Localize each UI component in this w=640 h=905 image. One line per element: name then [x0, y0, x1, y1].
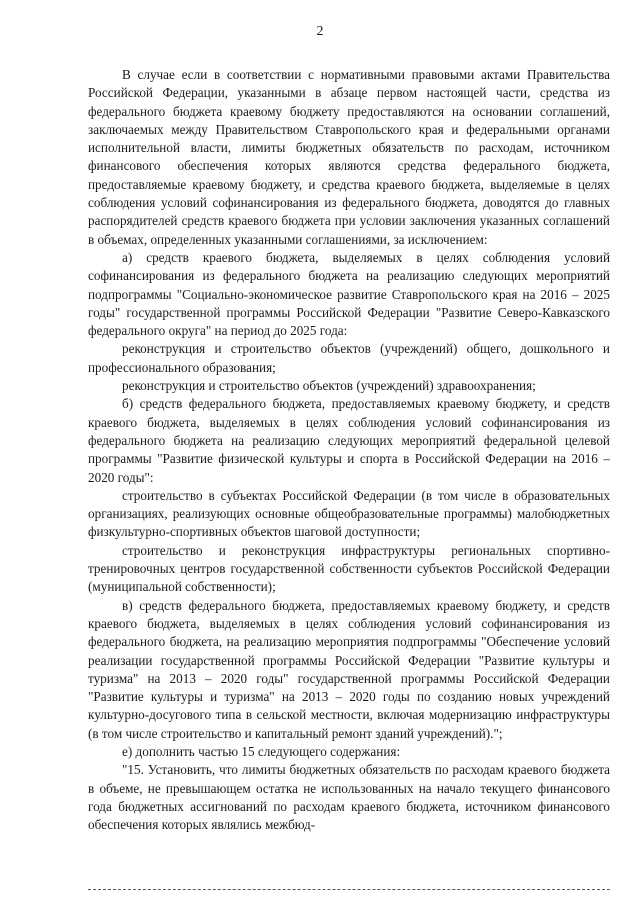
page-number: 2: [316, 24, 324, 39]
paragraph-intro: В случае если в соответствии с нормативными правовыми актами Правительства Российской Федерации, указанными в абзаце первом настоящей части, средства из федерального бюджета краевому бюджету предоставляются на основании соглашений, заключаемых между Правительством Ставропольского края и федеральными органами исполнительной власти, лимиты бюджетных обязательств по расходам, источником финансового обеспечения которых являются средства федерального бюджета, предоставляемые краевому бюджету, и средства краевого бюджета, выделяемые в целях соблюдения условий софинансирования из федерального бюджета, доводятся до главных распорядителей средств краевого бюджета при условии заключения указанных соглашений в объемах, определенных указанными соглашениями, за исключением:: [88, 67, 610, 247]
paragraph-item-a-1: реконструкция и строительство объектов (учреждений) общего, дошкольного и профессионального образования;: [88, 341, 610, 375]
bottom-divider: [88, 889, 610, 890]
paragraph-item-v: в) средств федерального бюджета, предоставляемых краевому бюджету, и средств краевого бюджета, выделяемых в целях соблюдения условий софинансирования из федерального бюджета, на реализацию мероприятия подпрограммы "Обеспечение условий реализации государственной программы Российской Федерации "Развитие культуры и туризма" на 2013 – 2020 годы" государственной программы Российской Федерации "Развитие культуры и туризма" на 2013 – 2020 годы по созданию новых учреждений культурно-досугового типа в сельской местности, включая модернизацию инфраструктуры (в том числе строительство и капитальный ремонт зданий учреждений).";: [88, 597, 610, 741]
paragraph-item-e: е) дополнить частью 15 следующего содержания:: [122, 743, 401, 759]
paragraph-item-b-2: строительство и реконструкция инфраструктуры региональных спортивно-тренировочных центров государственной собственности субъектов Российской Федерации (муниципальной собственности);: [88, 542, 610, 595]
document-body: [88, 66, 610, 834]
paragraph-item-a: а) средств краевого бюджета, выделяемых в целях соблюдения условий софинансирования из федерального бюджета на реализацию следующих мероприятий подпрограммы "Социально-экономическое развитие Ставропольского края на 2016 – 2025 годы" государственной программы Российской Федерации "Развитие Северо-Кавказского федерального округа" на период до 2025 года:: [88, 249, 610, 339]
paragraph-item-b-1: строительство в субъектах Российской Федерации (в том числе в образовательных организациях, реализующих основные общеобразовательные программы) малобюджетных физкультурно-спортивных объектов шаговой доступности;: [88, 487, 610, 540]
paragraph-item-b: б) средств федерального бюджета, предоставляемых краевому бюджету, и средств краевого бюджета, выделяемых в целях соблюдения условий софинансирования из федерального бюджета на реализацию следующих мероприятий федеральной целевой программы "Развитие физической культуры и спорта в Российской Федерации на 2016 – 2020 годы":: [88, 396, 610, 485]
paragraph-part-15: "15. Установить, что лимиты бюджетных обязательств по расходам краевого бюджета в объеме, не превышающем остатка не использованных на начало текущего финансового года бюджетных ассигнований по расходам краевого бюджета, источником финансового обеспечения которых являлись межбюд-: [88, 762, 610, 833]
paragraph-item-a-2: реконструкция и строительство объектов (учреждений) здравоохранения;: [122, 378, 536, 394]
